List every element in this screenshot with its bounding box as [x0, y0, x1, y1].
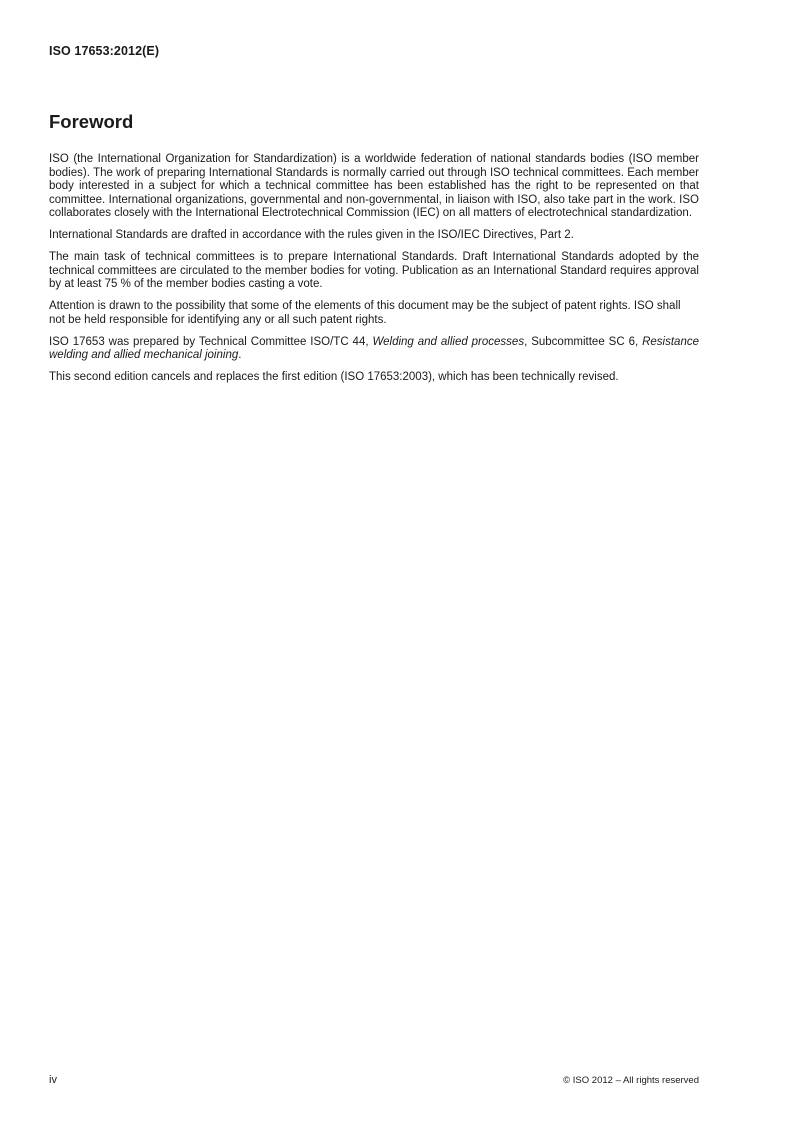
- paragraph-patent-rights: Attention is drawn to the possibility that some of the elements of this document may be the subject of patent rights. ISO shall not be held responsible for identifying any or all such patent rights.: [49, 300, 681, 326]
- paragraph-committee-task: The main task of technical committees is to prepare International Standards. Draft International Standards adopted by the technical committees are circulated to the member bodies for voting. Publication as an International Standard requires approval by at least 75 % of the member bodies casting a vote.: [49, 251, 699, 290]
- subcommittee-prefix: , Subcommittee SC 6,: [524, 335, 643, 348]
- paragraph-edition-note: This second edition cancels and replaces the first edition (ISO 17653:2003), which has been technically revised.: [49, 371, 619, 383]
- paragraph-iso-federation: ISO (the International Organization for Standardization) is a worldwide federation of national standards bodies (ISO member bodies). The work of preparing International Standards is normally carried out through ISO technical committees. Each member body interested in a subject for which a technical committee has been established has the right to be represented on that committee. International organizations, governmental and non-governmental, in liaison with ISO, also take part in the work. ISO collaborates closely with the International Electrotechnical Commission (IEC) on all matters of electrotechnical standardization.: [49, 153, 699, 219]
- committee-name: Welding and allied processes: [372, 335, 525, 348]
- copyright-notice: © ISO 2012 – All rights reserved: [563, 1075, 699, 1086]
- subcommittee-name: Resistance welding and allied mechanical joining: [49, 335, 699, 361]
- paragraph-prepared-by: [49, 336, 699, 363]
- document-id-header: ISO 17653:2012(E): [49, 44, 160, 58]
- page-number: iv: [49, 1074, 57, 1086]
- prepared-by-text: ISO 17653 was prepared by Technical Committee ISO/TC 44,: [49, 335, 373, 348]
- prepared-by-end: .: [238, 349, 242, 361]
- section-title: Foreword: [49, 111, 134, 132]
- foreword-body: [49, 153, 699, 393]
- paragraph-directives: International Standards are drafted in accordance with the rules given in the ISO/IEC Directives, Part 2.: [49, 229, 574, 241]
